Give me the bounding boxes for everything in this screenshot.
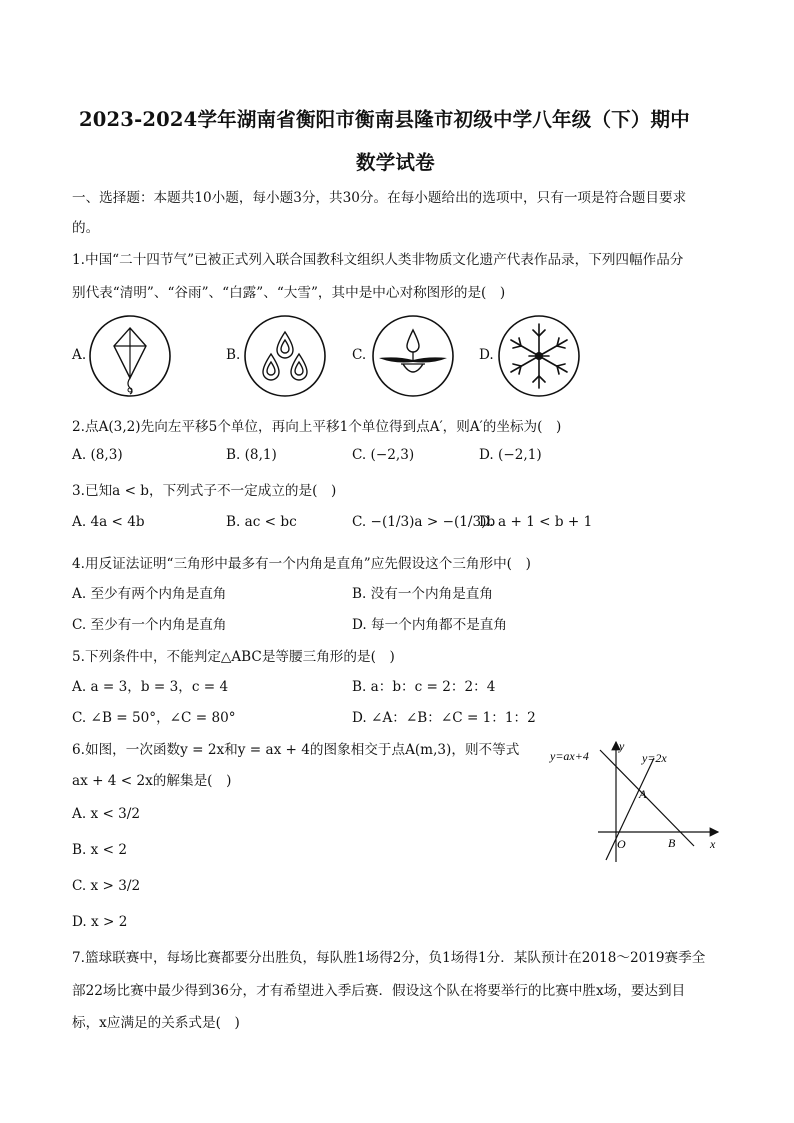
- q4-option-a: A. 至少有两个内角是直角: [72, 586, 227, 602]
- kite-figure: [88, 314, 172, 398]
- snowflake-figure: [497, 314, 581, 398]
- page-title-line1: 2023-2024学年湖南省衡阳市衡南县隆市初级中学八年级（下）期中: [79, 108, 690, 131]
- q1-option-b-label: B.: [226, 347, 241, 363]
- q2-option-d: D. (−2,1): [479, 447, 542, 463]
- q5-option-d: D. ∠A：∠B：∠C = 1：1：2: [352, 710, 536, 726]
- q5-stem: 5.下列条件中，不能判定△ABC是等腰三角形的是( ): [72, 649, 395, 665]
- q5-option-c: C. ∠B = 50°，∠C = 80°: [72, 710, 236, 726]
- section-heading-line1: 一、选择题：本题共10小题，每小题3分，共30分。在每小题给出的选项中，只有一项是符合题目要求: [72, 190, 687, 206]
- q7-stem-line2: 部22场比赛中最少得到36分，才有希望进入季后赛．假设这个队在将要举行的比赛中胜x场，要达到目: [72, 983, 686, 999]
- q4-stem: 4.用反证法证明“三角形中最多有一个内角是直角”应先假设这个三角形中( ): [72, 556, 531, 572]
- q6-option-b: B. x < 2: [72, 842, 127, 858]
- q3-option-c: C. −(1/3)a > −(1/3)b: [352, 514, 496, 530]
- q2-option-b: B. (8,1): [226, 447, 277, 463]
- q1-stem-line1: 1.中国“二十四节气”已被正式列入联合国教科文组织人类非物质文化遗产代表作品录，下列四幅作品分: [72, 252, 684, 268]
- q2-stem: 2.点A(3,2)先向左平移5个单位，再向上平移1个单位得到点A′，则A′的坐标为( ): [72, 419, 562, 435]
- label-y: y: [619, 739, 625, 753]
- q6-function-graph: [546, 734, 732, 866]
- q3-stem: 3.已知a < b，下列式子不一定成立的是( ): [72, 483, 337, 499]
- label-A: A: [639, 787, 647, 801]
- q7-stem-line3: 标，x应满足的关系式是( ): [72, 1015, 240, 1031]
- q6-stem-line1: 6.如图，一次函数y = 2x和y = ax + 4的图象相交于点A(m,3)，则不等式: [72, 742, 520, 758]
- label-B: B: [668, 836, 676, 850]
- q2-option-a: A. (8,3): [72, 447, 123, 463]
- q1-option-a-label: A.: [72, 347, 87, 363]
- q5-option-a: A. a = 3，b = 3，c = 4: [72, 679, 229, 695]
- q6-option-d: D. x > 2: [72, 914, 128, 930]
- q3-option-a: A. 4a < 4b: [72, 514, 145, 530]
- q6-option-c: C. x > 3/2: [72, 878, 141, 894]
- label-line-ax4: y=ax+4: [550, 749, 589, 763]
- q5-option-b: B. a：b：c = 2：2：4: [352, 679, 496, 695]
- dewdrop-leaf-figure: [371, 314, 455, 398]
- label-line-2x: y=2x: [642, 751, 667, 765]
- line-y-2x: [606, 758, 654, 860]
- section-heading-line2: 的。: [72, 220, 100, 236]
- q4-option-c: C. 至少有一个内角是直角: [72, 617, 227, 633]
- q3-option-b: B. ac < bc: [226, 514, 297, 530]
- q1-option-d-label: D.: [479, 347, 494, 363]
- q6-stem-line2: ax + 4 < 2x的解集是( ): [72, 773, 232, 789]
- q7-stem-line1: 7.篮球联赛中，每场比赛都要分出胜负，每队胜1场得2分，负1场得1分．某队预计在2018～2019赛季全: [72, 950, 706, 966]
- page-title-line2: 数学试卷: [356, 151, 435, 174]
- q3-option-d: D. a + 1 < b + 1: [479, 514, 593, 530]
- q4-option-d: D. 每一个内角都不是直角: [352, 617, 507, 633]
- q1-option-c-label: C.: [352, 347, 367, 363]
- label-x: x: [710, 837, 716, 851]
- raindrops-figure: [243, 314, 327, 398]
- label-O: O: [617, 837, 626, 851]
- q6-option-a: A. x < 3/2: [72, 806, 141, 822]
- q1-stem-line2: 别代表“清明”、“谷雨”、“白露”、“大雪”，其中是中心对称图形的是( ): [72, 285, 506, 301]
- q2-option-c: C. (−2,3): [352, 447, 415, 463]
- q4-option-b: B. 没有一个内角是直角: [352, 586, 493, 602]
